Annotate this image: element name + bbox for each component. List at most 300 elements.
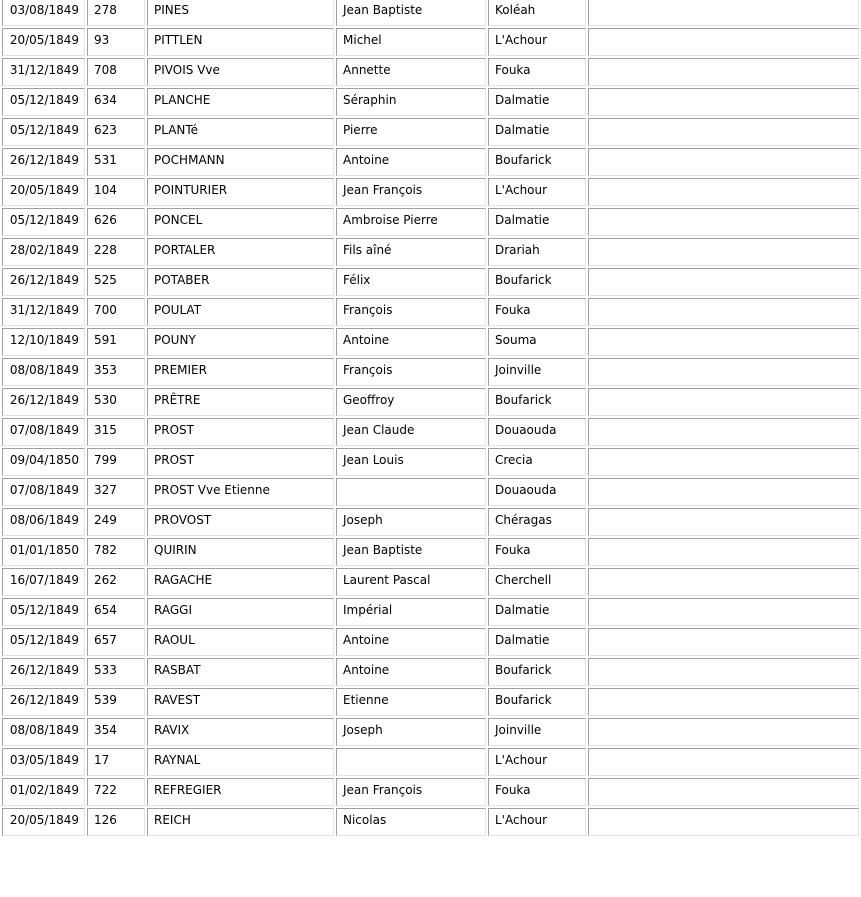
cell-place-text: Crecia — [495, 453, 533, 467]
cell-surname-text: PLANTé — [154, 123, 199, 137]
cell-number-text: 782 — [94, 543, 117, 557]
table-row — [2, 538, 859, 566]
cell-note — [588, 358, 859, 386]
cell-place — [488, 208, 586, 236]
cell-number — [87, 148, 145, 176]
cell-number — [87, 118, 145, 146]
cell-surname-text: RAYNAL — [154, 753, 201, 767]
cell-surname — [147, 508, 334, 536]
cell-date — [2, 88, 85, 116]
cell-date — [2, 388, 85, 416]
cell-date-text: 16/07/1849 — [9, 573, 79, 587]
cell-date — [2, 118, 85, 146]
cell-first-name — [336, 118, 486, 146]
table-row — [2, 178, 859, 206]
cell-number — [87, 208, 145, 236]
table-row — [2, 718, 859, 746]
cell-number — [87, 598, 145, 626]
table-row — [2, 748, 859, 776]
cell-note — [588, 268, 859, 296]
cell-date-text: 01/02/1849 — [9, 783, 79, 797]
cell-first-name — [336, 298, 486, 326]
cell-number-text: 708 — [94, 63, 117, 77]
cell-date — [2, 478, 85, 506]
cell-number-text: 353 — [94, 363, 117, 377]
cell-surname-text: POUNY — [154, 333, 196, 347]
cell-first-name — [336, 208, 486, 236]
cell-first-name — [336, 328, 486, 356]
cell-place — [488, 328, 586, 356]
cell-note — [588, 298, 859, 326]
cell-date — [2, 178, 85, 206]
cell-surname-text: PONCEL — [154, 213, 203, 227]
cell-place-text: Cherchell — [495, 573, 552, 587]
cell-note — [588, 688, 859, 716]
cell-surname-text: REFREGIER — [154, 783, 222, 797]
cell-first-name-text: Etienne — [343, 693, 389, 707]
cell-note — [588, 178, 859, 206]
cell-date — [2, 28, 85, 56]
cell-surname — [147, 448, 334, 476]
cell-surname — [147, 358, 334, 386]
cell-place-text: Dalmatie — [495, 603, 550, 617]
cell-number-text: 525 — [94, 273, 117, 287]
cell-first-name-text: Antoine — [343, 663, 390, 677]
cell-place — [488, 658, 586, 686]
cell-note — [588, 0, 859, 26]
cell-first-name — [336, 778, 486, 806]
table-row — [2, 658, 859, 686]
cell-place — [488, 688, 586, 716]
cell-first-name — [336, 148, 486, 176]
cell-number-text: 93 — [94, 33, 110, 47]
cell-number — [87, 538, 145, 566]
cell-place-text: L'Achour — [495, 183, 548, 197]
cell-first-name — [336, 538, 486, 566]
cell-number-text: 262 — [94, 573, 117, 587]
cell-first-name-text: Annette — [343, 63, 391, 77]
cell-first-name-text: Impérial — [343, 603, 393, 617]
cell-number-text: 634 — [94, 93, 117, 107]
cell-number-text: 530 — [94, 393, 117, 407]
cell-first-name-text: Fils aîné — [343, 243, 392, 257]
cell-date-text: 31/12/1849 — [9, 63, 79, 77]
cell-note — [588, 118, 859, 146]
cell-note — [588, 658, 859, 686]
cell-place — [488, 418, 586, 446]
cell-place — [488, 538, 586, 566]
cell-number — [87, 508, 145, 536]
cell-date-text: 01/01/1850 — [9, 543, 79, 557]
cell-place-text: Koléah — [495, 3, 536, 17]
cell-surname — [147, 598, 334, 626]
cell-number — [87, 298, 145, 326]
cell-number — [87, 718, 145, 746]
table-row — [2, 118, 859, 146]
cell-note — [588, 238, 859, 266]
cell-place-text: Fouka — [495, 543, 531, 557]
cell-surname-text: PROST — [154, 453, 194, 467]
cell-number — [87, 388, 145, 416]
cell-surname-text: POCHMANN — [154, 153, 225, 167]
cell-note — [588, 28, 859, 56]
cell-place — [488, 718, 586, 746]
cell-date-text: 26/12/1849 — [9, 153, 79, 167]
cell-surname-text: PINES — [154, 3, 189, 17]
cell-first-name-text: Nicolas — [343, 813, 387, 827]
cell-note — [588, 448, 859, 476]
table-row — [2, 358, 859, 386]
cell-surname-text: PROVOST — [154, 513, 212, 527]
cell-date — [2, 748, 85, 776]
cell-surname-text: REICH — [154, 813, 191, 827]
cell-first-name — [336, 28, 486, 56]
cell-first-name-text: Ambroise Pierre — [343, 213, 438, 227]
cell-date — [2, 718, 85, 746]
cell-first-name — [336, 628, 486, 656]
cell-first-name-text: Antoine — [343, 153, 390, 167]
cell-surname-text: PLANCHE — [154, 93, 211, 107]
cell-first-name-text: Séraphin — [343, 93, 397, 107]
cell-date-text: 20/05/1849 — [9, 813, 79, 827]
cell-place — [488, 298, 586, 326]
cell-surname — [147, 88, 334, 116]
table-row — [2, 58, 859, 86]
table-row — [2, 208, 859, 236]
cell-place-text: L'Achour — [495, 753, 548, 767]
cell-first-name — [336, 568, 486, 596]
cell-place-text: Boufarick — [495, 393, 552, 407]
cell-surname — [147, 778, 334, 806]
cell-number-text: 126 — [94, 813, 117, 827]
cell-number — [87, 28, 145, 56]
cell-number — [87, 418, 145, 446]
cell-surname — [147, 538, 334, 566]
cell-note — [588, 748, 859, 776]
cell-first-name-text: Joseph — [343, 723, 383, 737]
cell-first-name — [336, 508, 486, 536]
cell-place — [488, 238, 586, 266]
cell-date-text: 26/12/1849 — [9, 273, 79, 287]
cell-surname-text: POTABER — [154, 273, 210, 287]
cell-place-text: Joinville — [495, 723, 542, 737]
cell-place-text: Chéragas — [495, 513, 552, 527]
cell-place — [488, 58, 586, 86]
cell-surname-text: RAVIX — [154, 723, 190, 737]
cell-place-text: Boufarick — [495, 663, 552, 677]
cell-place — [488, 568, 586, 596]
cell-date-text: 05/12/1849 — [9, 123, 79, 137]
cell-date-text: 05/12/1849 — [9, 213, 79, 227]
cell-number — [87, 0, 145, 26]
cell-first-name-text: Jean Claude — [343, 423, 415, 437]
cell-number — [87, 688, 145, 716]
cell-date — [2, 598, 85, 626]
cell-place — [488, 358, 586, 386]
cell-note — [588, 328, 859, 356]
cell-date-text: 03/08/1849 — [9, 3, 79, 17]
table-row — [2, 598, 859, 626]
cell-first-name — [336, 418, 486, 446]
cell-place-text: Douaouda — [495, 423, 557, 437]
cell-note — [588, 478, 859, 506]
table-row — [2, 448, 859, 476]
cell-place — [488, 0, 586, 26]
cell-first-name-text: Geoffroy — [343, 393, 395, 407]
cell-place-text: Fouka — [495, 303, 531, 317]
table-row — [2, 238, 859, 266]
cell-note — [588, 568, 859, 596]
cell-place — [488, 268, 586, 296]
cell-surname-text: RAOUL — [154, 633, 195, 647]
cell-number-text: 657 — [94, 633, 117, 647]
cell-place-text: Dalmatie — [495, 93, 550, 107]
cell-surname-text: PREMIER — [154, 363, 207, 377]
table-row — [2, 328, 859, 356]
cell-date-text: 08/06/1849 — [9, 513, 79, 527]
cell-number — [87, 568, 145, 596]
cell-note — [588, 778, 859, 806]
table-row — [2, 418, 859, 446]
cell-surname-text: QUIRIN — [154, 543, 197, 557]
cell-number-text: 531 — [94, 153, 117, 167]
cell-date-text: 28/02/1849 — [9, 243, 79, 257]
cell-place-text: Boufarick — [495, 153, 552, 167]
cell-surname — [147, 478, 334, 506]
cell-place-text: Joinville — [495, 363, 542, 377]
cell-first-name-text: Joseph — [343, 513, 383, 527]
cell-place-text: Fouka — [495, 783, 531, 797]
cell-number-text: 626 — [94, 213, 117, 227]
cell-surname — [147, 208, 334, 236]
cell-number — [87, 748, 145, 776]
cell-number — [87, 448, 145, 476]
cell-place — [488, 448, 586, 476]
cell-number-text: 17 — [94, 753, 110, 767]
cell-surname-text: PORTALER — [154, 243, 216, 257]
cell-place-text: Dalmatie — [495, 123, 550, 137]
table-row — [2, 298, 859, 326]
cell-surname-text: PRÊTRE — [154, 393, 201, 407]
cell-number-text: 354 — [94, 723, 117, 737]
cell-note — [588, 388, 859, 416]
cell-date — [2, 268, 85, 296]
cell-place — [488, 598, 586, 626]
cell-date — [2, 298, 85, 326]
table-row — [2, 0, 859, 26]
cell-surname-text: RASBAT — [154, 663, 201, 677]
cell-surname — [147, 0, 334, 26]
cell-number-text: 539 — [94, 693, 117, 707]
cell-number-text: 799 — [94, 453, 117, 467]
cell-place-text: L'Achour — [495, 33, 548, 47]
cell-surname — [147, 298, 334, 326]
records-body — [2, 0, 859, 836]
cell-surname — [147, 388, 334, 416]
cell-first-name-text: Jean Louis — [343, 453, 404, 467]
cell-place-text: Dalmatie — [495, 213, 550, 227]
cell-surname — [147, 268, 334, 296]
cell-surname-text: POULAT — [154, 303, 202, 317]
cell-surname-text: PROST — [154, 423, 194, 437]
cell-place-text: Boufarick — [495, 693, 552, 707]
cell-number — [87, 628, 145, 656]
cell-place — [488, 778, 586, 806]
cell-place — [488, 178, 586, 206]
cell-place — [488, 28, 586, 56]
cell-number — [87, 178, 145, 206]
cell-date — [2, 568, 85, 596]
cell-surname — [147, 148, 334, 176]
cell-number-text: 700 — [94, 303, 117, 317]
cell-surname-text: RAVEST — [154, 693, 201, 707]
cell-first-name-text: François — [343, 303, 393, 317]
cell-number-text: 722 — [94, 783, 117, 797]
cell-date — [2, 358, 85, 386]
cell-surname — [147, 808, 334, 836]
cell-surname — [147, 28, 334, 56]
cell-surname — [147, 568, 334, 596]
cell-date — [2, 208, 85, 236]
cell-first-name — [336, 448, 486, 476]
cell-first-name-text: Michel — [343, 33, 382, 47]
cell-number — [87, 268, 145, 296]
cell-first-name — [336, 808, 486, 836]
cell-first-name — [336, 748, 486, 776]
cell-first-name — [336, 178, 486, 206]
cell-date — [2, 328, 85, 356]
cell-number-text: 654 — [94, 603, 117, 617]
cell-date — [2, 418, 85, 446]
cell-place — [488, 148, 586, 176]
cell-note — [588, 88, 859, 116]
cell-place-text: Boufarick — [495, 273, 552, 287]
cell-place-text: Drariah — [495, 243, 540, 257]
cell-first-name-text: François — [343, 363, 393, 377]
cell-note — [588, 508, 859, 536]
cell-surname-text: RAGGI — [154, 603, 192, 617]
table-row — [2, 28, 859, 56]
cell-note — [588, 418, 859, 446]
cell-note — [588, 598, 859, 626]
cell-number-text: 228 — [94, 243, 117, 257]
cell-surname — [147, 58, 334, 86]
cell-surname-text: PROST Vve Etienne — [154, 483, 270, 497]
cell-date-text: 26/12/1849 — [9, 663, 79, 677]
cell-number-text: 533 — [94, 663, 117, 677]
cell-date-text: 05/12/1849 — [9, 633, 79, 647]
table-row — [2, 688, 859, 716]
cell-date-text: 26/12/1849 — [9, 393, 79, 407]
table-row — [2, 268, 859, 296]
table-row — [2, 508, 859, 536]
cell-date-text: 20/05/1849 — [9, 183, 79, 197]
cell-date — [2, 808, 85, 836]
cell-surname — [147, 658, 334, 686]
cell-date — [2, 658, 85, 686]
cell-first-name-text: Jean François — [343, 783, 423, 797]
cell-first-name — [336, 58, 486, 86]
cell-first-name — [336, 238, 486, 266]
cell-number — [87, 778, 145, 806]
cell-first-name-text: Antoine — [343, 333, 390, 347]
cell-first-name — [336, 0, 486, 26]
cell-place — [488, 478, 586, 506]
cell-first-name — [336, 658, 486, 686]
cell-date-text: 07/08/1849 — [9, 423, 79, 437]
cell-first-name — [336, 478, 486, 506]
cell-number-text: 327 — [94, 483, 117, 497]
cell-date-text: 05/12/1849 — [9, 603, 79, 617]
cell-date-text: 08/08/1849 — [9, 723, 79, 737]
cell-date — [2, 448, 85, 476]
cell-place — [488, 88, 586, 116]
cell-date — [2, 148, 85, 176]
cell-surname — [147, 178, 334, 206]
cell-place — [488, 388, 586, 416]
cell-date — [2, 238, 85, 266]
cell-number — [87, 238, 145, 266]
cell-date-text: 20/05/1849 — [9, 33, 79, 47]
cell-first-name — [336, 358, 486, 386]
cell-place — [488, 748, 586, 776]
cell-first-name-text: Pierre — [343, 123, 378, 137]
cell-place-text: Fouka — [495, 63, 531, 77]
cell-surname — [147, 418, 334, 446]
cell-place — [488, 508, 586, 536]
cell-date — [2, 688, 85, 716]
table-row — [2, 478, 859, 506]
cell-first-name-text: Antoine — [343, 633, 390, 647]
cell-note — [588, 538, 859, 566]
cell-number-text: 591 — [94, 333, 117, 347]
table-row — [2, 778, 859, 806]
cell-first-name — [336, 688, 486, 716]
cell-date-text: 12/10/1849 — [9, 333, 79, 347]
cell-surname-text: PITTLEN — [154, 33, 203, 47]
cell-number — [87, 88, 145, 116]
cell-number-text: 315 — [94, 423, 117, 437]
cell-first-name — [336, 88, 486, 116]
cell-date-text: 07/08/1849 — [9, 483, 79, 497]
cell-date-text: 09/04/1850 — [9, 453, 79, 467]
cell-date — [2, 538, 85, 566]
cell-first-name — [336, 268, 486, 296]
cell-first-name-text: Jean François — [343, 183, 423, 197]
cell-number-text: 104 — [94, 183, 117, 197]
cell-first-name-text: Laurent Pascal — [343, 573, 431, 587]
cell-place-text: Douaouda — [495, 483, 557, 497]
cell-surname — [147, 328, 334, 356]
cell-first-name-text: Félix — [343, 273, 371, 287]
table-row — [2, 628, 859, 656]
cell-number-text: 249 — [94, 513, 117, 527]
cell-number — [87, 658, 145, 686]
table-row — [2, 808, 859, 836]
cell-note — [588, 58, 859, 86]
cell-date-text: 08/08/1849 — [9, 363, 79, 377]
cell-first-name — [336, 598, 486, 626]
cell-surname — [147, 748, 334, 776]
cell-first-name-text: Jean Baptiste — [343, 543, 423, 557]
table-row — [2, 88, 859, 116]
cell-date — [2, 778, 85, 806]
cell-place — [488, 118, 586, 146]
cell-first-name — [336, 718, 486, 746]
cell-number — [87, 478, 145, 506]
cell-place-text: L'Achour — [495, 813, 548, 827]
table-row — [2, 388, 859, 416]
